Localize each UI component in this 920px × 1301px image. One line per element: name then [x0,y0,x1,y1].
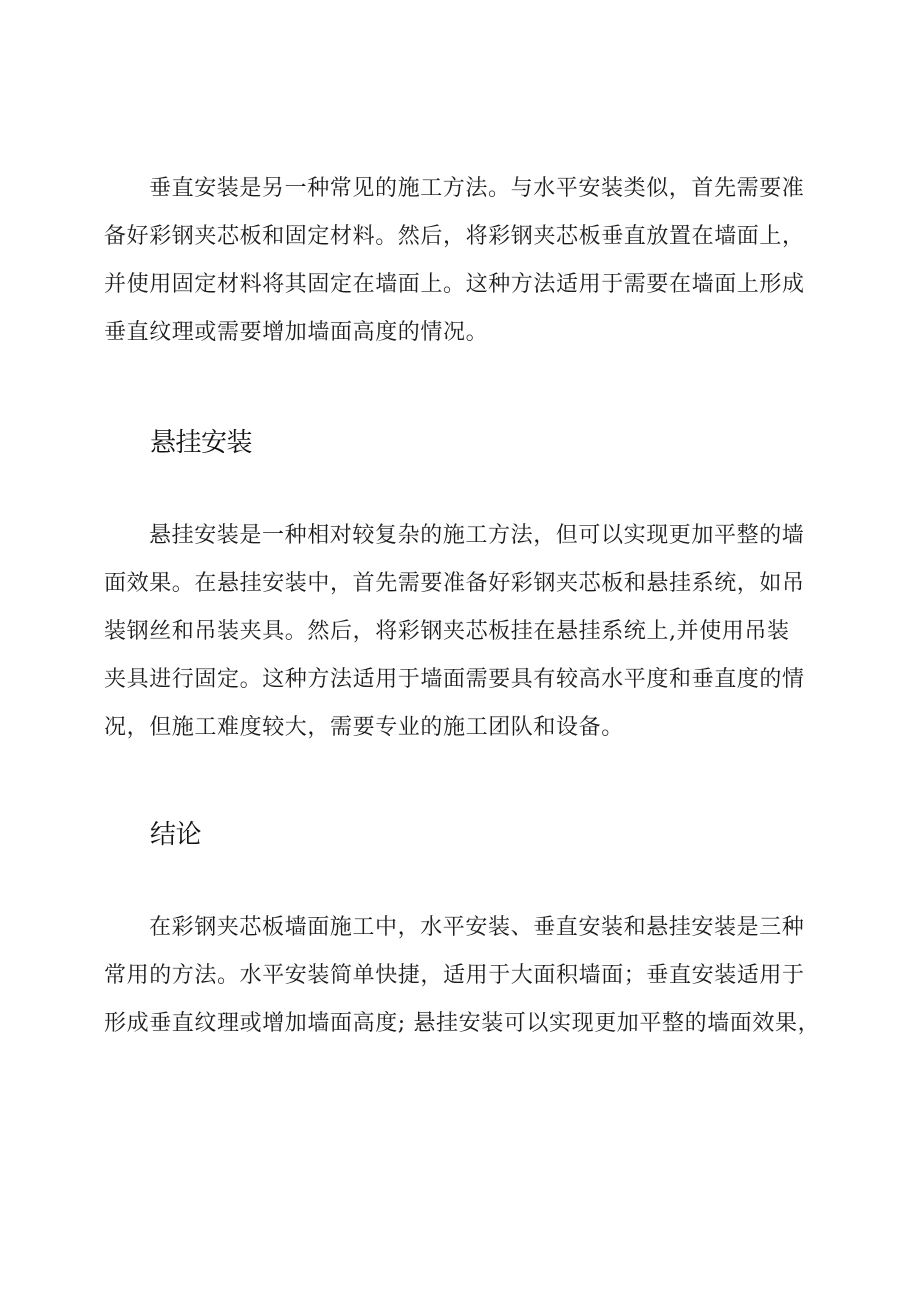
paragraph-line: 悬挂安装是一种相对较复杂的施工方法，但可以实现更加平整的墙 [149,523,805,548]
paragraph-line: 备好彩钢夹芯板和固定材料。然后，将彩钢夹芯板垂直放置在墙面上， [104,224,805,249]
paragraph-line: 夹具进行固定。这种方法适用于墙面需要具有较高水平度和垂直度的情 [104,667,805,692]
conclusion-paragraph [104,904,820,1048]
paragraph-line: 在彩钢夹芯板墙面施工中，水平安装、垂直安装和悬挂安装是三种 [149,915,805,940]
suspension-install-paragraph [104,512,820,752]
section-heading-suspension: 悬挂安装 [150,428,253,458]
paragraph-line: 并使用固定材料将其固定在墙面上。这种方法适用于需要在墙面上形成 [104,272,805,297]
section-heading-conclusion: 结论 [150,820,202,850]
paragraph-line: 装钢丝和吊装夹具。然后，将彩钢夹芯板挂在悬挂系统上,并使用吊装 [104,619,790,644]
paragraph-line: 垂直安装是另一种常见的施工方法。与水平安装类似，首先需要准 [149,176,805,201]
paragraph-line: 况，但施工难度较大，需要专业的施工团队和设备。 [104,715,624,740]
paragraph-line: 面效果。在悬挂安装中，首先需要准备好彩钢夹芯板和悬挂系统，如吊 [104,571,805,596]
vertical-install-paragraph [104,165,820,357]
paragraph-line: 形成垂直纹理或增加墙面高度; 悬挂安装可以实现更加平整的墙面效果， [104,1011,821,1036]
paragraph-line: 垂直纹理或需要增加墙面高度的情况。 [104,320,489,345]
paragraph-line: 常用的方法。水平安装简单快捷，适用于大面积墙面；垂直安装适用于 [104,963,805,988]
